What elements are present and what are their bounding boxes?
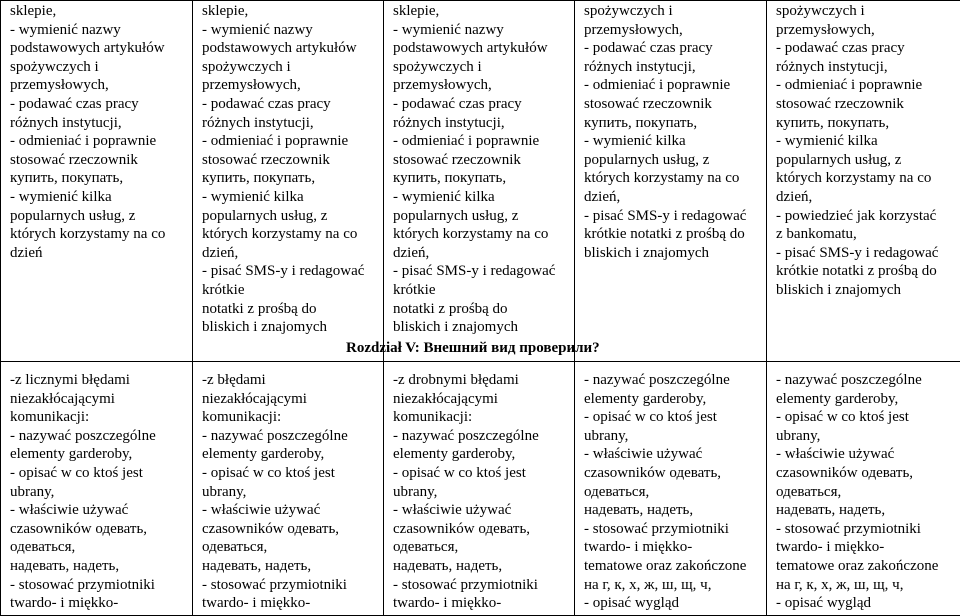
cell-line: dzień, bbox=[584, 188, 762, 207]
cell-line: twardo- i miękko- bbox=[10, 594, 188, 613]
cell-line: одеваться, bbox=[10, 538, 188, 557]
cell-line: elementy garderoby, bbox=[776, 390, 956, 409]
cell-line: - odmieniać i poprawnie bbox=[776, 76, 956, 95]
cell-line: krótkie bbox=[202, 281, 379, 300]
cell-line: sklepie, bbox=[393, 2, 570, 21]
cell-line: - stosować przymiotniki bbox=[393, 576, 570, 595]
cell-line: popularnych usług, z bbox=[10, 207, 188, 226]
cell-line: - opisać wygląd bbox=[776, 594, 956, 613]
cell-line: - odmieniać i poprawnie bbox=[10, 132, 188, 151]
cell-line: - opisać w co ktoś jest bbox=[202, 464, 379, 483]
cell-line: - wymienić kilka bbox=[10, 188, 188, 207]
cell-line: одеваться, bbox=[776, 483, 956, 502]
cell-line: twardo- i miękko- bbox=[584, 538, 762, 557]
cell-line: -z błędami bbox=[202, 371, 379, 390]
cell-line: podstawowych artykułów bbox=[10, 39, 188, 58]
cell-line: bliskich i znajomych bbox=[393, 318, 570, 337]
cell-line: - opisać w co ktoś jest bbox=[584, 408, 762, 427]
cell-line: - opisać w co ktoś jest bbox=[393, 464, 570, 483]
cell-line: купить, покупать, bbox=[10, 169, 188, 188]
cell-line: przemysłowych, bbox=[584, 21, 762, 40]
cell-line: - wymienić kilka bbox=[393, 188, 570, 207]
cell-line: elementy garderoby, bbox=[10, 445, 188, 464]
cell-line: на г, к, х, ж, ш, щ, ч, bbox=[776, 576, 956, 595]
cell-line: - nazywać poszczególne bbox=[10, 427, 188, 446]
cell-line: ubrany, bbox=[584, 427, 762, 446]
cell-line: ubrany, bbox=[776, 427, 956, 446]
cell-line: - wymienić nazwy bbox=[393, 21, 570, 40]
cell-line: komunikacji: bbox=[393, 408, 570, 427]
cell-line: купить, покупать, bbox=[584, 114, 762, 133]
cell-line: komunikacji: bbox=[10, 408, 188, 427]
cell-line: różnych instytucji, bbox=[202, 114, 379, 133]
cell-line: dzień, bbox=[776, 188, 956, 207]
cell-line: надевать, надеть, bbox=[10, 557, 188, 576]
cell-line: одеваться, bbox=[202, 538, 379, 557]
cell-line: купить, покупать, bbox=[393, 169, 570, 188]
cell-line: - nazywać poszczególne bbox=[393, 427, 570, 446]
grade-cell bbox=[1, 362, 193, 616]
cell-line: przemysłowych, bbox=[202, 76, 379, 95]
cell-line: niezakłócającymi bbox=[202, 390, 379, 409]
cell-line: stosować rzeczownik bbox=[393, 151, 570, 170]
cell-line: krótkie notatki z prośbą do bbox=[584, 225, 762, 244]
cell-line: - nazywać poszczególne bbox=[776, 371, 956, 390]
cell-line: spożywczych i bbox=[393, 58, 570, 77]
grade-cell bbox=[767, 362, 960, 616]
cell-line: popularnych usług, z bbox=[776, 151, 956, 170]
cell-line: krótkie bbox=[393, 281, 570, 300]
cell-line: надевать, надеть, bbox=[776, 501, 956, 520]
cell-line: - wymienić nazwy bbox=[202, 21, 379, 40]
cell-line: - podawać czas pracy bbox=[776, 39, 956, 58]
cell-line: czasowników одевать, bbox=[584, 464, 762, 483]
cell-line: sklepie, bbox=[10, 2, 188, 21]
cell-line: twardo- i miękko- bbox=[202, 594, 379, 613]
cell-line: - właściwie używać bbox=[393, 501, 570, 520]
cell-line: spożywczych i bbox=[202, 58, 379, 77]
cell-line: stosować rzeczownik bbox=[584, 95, 762, 114]
cell-line: elementy garderoby, bbox=[393, 445, 570, 464]
cell-line: niezakłócającymi bbox=[10, 390, 188, 409]
cell-line: czasowników одевать, bbox=[776, 464, 956, 483]
cell-line: - stosować przymiotniki bbox=[776, 520, 956, 539]
cell-line: tematowe oraz zakończone bbox=[776, 557, 956, 576]
cell-line: - podawać czas pracy bbox=[10, 95, 188, 114]
cell-line: tematowe oraz zakończone bbox=[584, 557, 762, 576]
cell-line: надевать, надеть, bbox=[393, 557, 570, 576]
cell-line: - nazywać poszczególne bbox=[202, 427, 379, 446]
cell-line: - odmieniać i poprawnie bbox=[393, 132, 570, 151]
cell-line: - stosować przymiotniki bbox=[202, 576, 379, 595]
cell-line: czasowników одевать, bbox=[202, 520, 379, 539]
cell-line: - wymienić kilka bbox=[584, 132, 762, 151]
cell-line: krótkie notatki z prośbą do bbox=[776, 262, 956, 281]
grade-cell bbox=[384, 362, 575, 616]
cell-line: bliskich i znajomych bbox=[202, 318, 379, 337]
cell-line: różnych instytucji, bbox=[393, 114, 570, 133]
cell-line: spożywczych i bbox=[584, 2, 762, 21]
cell-line: różnych instytucji, bbox=[584, 58, 762, 77]
cell-line: komunikacji: bbox=[202, 408, 379, 427]
cell-line: których korzystamy na co bbox=[776, 169, 956, 188]
cell-line: одеваться, bbox=[393, 538, 570, 557]
cell-line: bliskich i znajomych bbox=[584, 244, 762, 263]
cell-line: notatki z prośbą do bbox=[202, 300, 379, 319]
cell-line: dzień, bbox=[202, 244, 379, 263]
cell-line: różnych instytucji, bbox=[776, 58, 956, 77]
cell-line: - opisać w co ktoś jest bbox=[776, 408, 956, 427]
grade-cell bbox=[575, 1, 767, 362]
cell-line: ubrany, bbox=[393, 483, 570, 502]
grade-cell bbox=[384, 1, 575, 362]
cell-line: - odmieniać i poprawnie bbox=[202, 132, 379, 151]
cell-line: - powiedzieć jak korzystać bbox=[776, 207, 956, 226]
cell-line: - odmieniać i poprawnie bbox=[584, 76, 762, 95]
section-heading: Rozdział V: Внешний вид проверили? bbox=[346, 340, 600, 357]
cell-line: spożywczych i bbox=[10, 58, 188, 77]
cell-line: - właściwie używać bbox=[10, 501, 188, 520]
cell-line: podstawowych artykułów bbox=[393, 39, 570, 58]
cell-line: stosować rzeczownik bbox=[776, 95, 956, 114]
cell-line: których korzystamy na co bbox=[10, 225, 188, 244]
cell-line: spożywczych i bbox=[776, 2, 956, 21]
cell-line: - podawać czas pracy bbox=[202, 95, 379, 114]
cell-line: których korzystamy na co bbox=[393, 225, 570, 244]
cell-line: których korzystamy na co bbox=[584, 169, 762, 188]
cell-line: stosować rzeczownik bbox=[202, 151, 379, 170]
table-row bbox=[1, 362, 960, 616]
cell-line: - pisać SMS-y i redagować bbox=[776, 244, 956, 263]
grade-cell bbox=[575, 362, 767, 616]
cell-line: - stosować przymiotniki bbox=[584, 520, 762, 539]
cell-line: - pisać SMS-y i redagować bbox=[202, 262, 379, 281]
cell-line: podstawowych artykułów bbox=[202, 39, 379, 58]
cell-line: - wymienić nazwy bbox=[10, 21, 188, 40]
cell-line: - podawać czas pracy bbox=[584, 39, 762, 58]
cell-line: dzień, bbox=[393, 244, 570, 263]
cell-line: купить, покупать, bbox=[776, 114, 956, 133]
cell-line: dzień bbox=[10, 244, 188, 263]
cell-line: różnych instytucji, bbox=[10, 114, 188, 133]
cell-line: sklepie, bbox=[202, 2, 379, 21]
grade-cell bbox=[193, 1, 384, 362]
cell-line: - stosować przymiotniki bbox=[10, 576, 188, 595]
cell-line: bliskich i znajomych bbox=[776, 281, 956, 300]
cell-line: - właściwie używać bbox=[202, 501, 379, 520]
cell-line: z bankomatu, bbox=[776, 225, 956, 244]
cell-line: -z drobnymi błędami bbox=[393, 371, 570, 390]
cell-line: niezakłócającymi bbox=[393, 390, 570, 409]
cell-line: надевать, надеть, bbox=[584, 501, 762, 520]
cell-line: надевать, надеть, bbox=[202, 557, 379, 576]
cell-line: ubrany, bbox=[202, 483, 379, 502]
cell-line: - opisać w co ktoś jest bbox=[10, 464, 188, 483]
cell-line: купить, покупать, bbox=[202, 169, 379, 188]
cell-line: czasowników одевать, bbox=[393, 520, 570, 539]
cell-line: ubrany, bbox=[10, 483, 188, 502]
cell-line: popularnych usług, z bbox=[584, 151, 762, 170]
cell-line: czasowników одевать, bbox=[10, 520, 188, 539]
cell-line: stosować rzeczownik bbox=[10, 151, 188, 170]
cell-line: twardo- i miękko- bbox=[393, 594, 570, 613]
cell-line: - wymienić kilka bbox=[776, 132, 956, 151]
cell-line: одеваться, bbox=[584, 483, 762, 502]
cell-line: - właściwie używać bbox=[584, 445, 762, 464]
cell-line: - wymienić kilka bbox=[202, 188, 379, 207]
cell-line: przemysłowych, bbox=[10, 76, 188, 95]
cell-line: - podawać czas pracy bbox=[393, 95, 570, 114]
cell-line: -z licznymi błędami bbox=[10, 371, 188, 390]
cell-line: twardo- i miękko- bbox=[776, 538, 956, 557]
cell-line: elementy garderoby, bbox=[202, 445, 379, 464]
table-row bbox=[1, 1, 960, 362]
cell-line: - nazywać poszczególne bbox=[584, 371, 762, 390]
grade-cell bbox=[767, 1, 960, 362]
cell-line: на г, к, х, ж, ш, щ, ч, bbox=[584, 576, 762, 595]
cell-line: przemysłowych, bbox=[393, 76, 570, 95]
cell-line: których korzystamy na co bbox=[202, 225, 379, 244]
cell-line: popularnych usług, z bbox=[202, 207, 379, 226]
cell-line: - pisać SMS-y i redagować bbox=[393, 262, 570, 281]
grade-cell bbox=[193, 362, 384, 616]
grade-cell bbox=[1, 1, 193, 362]
cell-line: elementy garderoby, bbox=[584, 390, 762, 409]
cell-line: przemysłowych, bbox=[776, 21, 956, 40]
cell-line: notatki z prośbą do bbox=[393, 300, 570, 319]
cell-line: popularnych usług, z bbox=[393, 207, 570, 226]
cell-line: - właściwie używać bbox=[776, 445, 956, 464]
cell-line: - opisać wygląd bbox=[584, 594, 762, 613]
cell-line: - pisać SMS-y i redagować bbox=[584, 207, 762, 226]
